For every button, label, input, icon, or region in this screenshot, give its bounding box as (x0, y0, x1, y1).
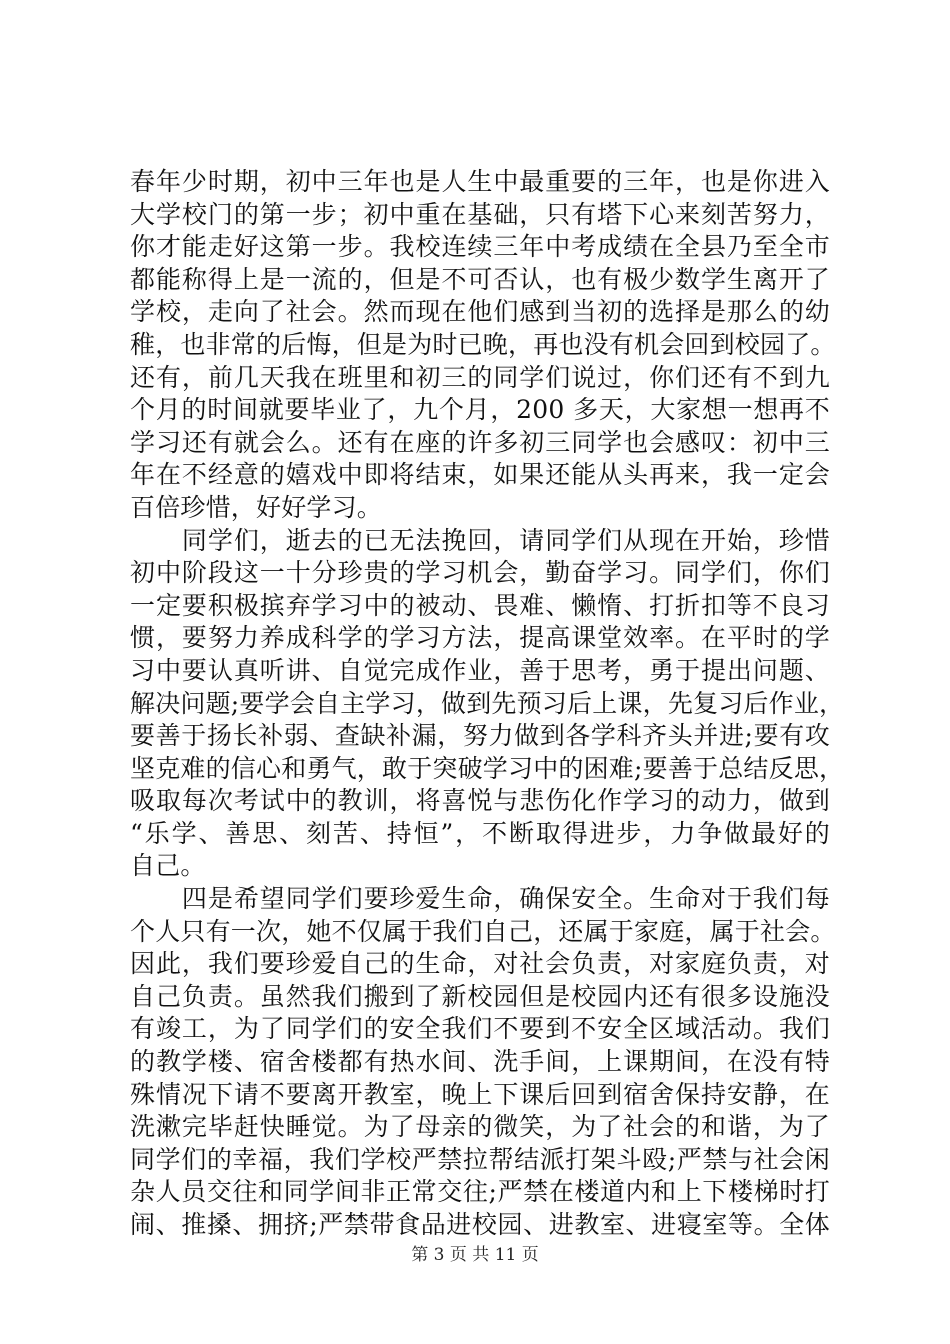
text-line: 春年少时期，初中三年也是人生中最重要的三年，也是你进入 (130, 167, 830, 196)
text-line: 四是希望同学们要珍爱生命，确保安全。生命对于我们每 (130, 884, 830, 914)
text-line: “乐学、善思、刻苦、持恒”，不断取得进步，力争做最好的 (130, 818, 830, 848)
page-footer: 第 3 页 共 11 页 (411, 1245, 539, 1265)
text-line: 吸取每次考试中的教训，将喜悦与悲伤化作学习的动力，做到 (130, 786, 830, 816)
text-line: 同学们，逝去的已无法挽回，请同学们从现在开始，珍惜 (130, 525, 830, 555)
text-line: 稚，也非常的后悔，但是为时已晚，再也没有机会回到校园了。 (130, 329, 836, 359)
text-line: 杂人员交往和同学间非正常交往;严禁在楼道内和上下楼梯时打 (130, 1177, 830, 1207)
text-line: 年在不经意的嬉戏中即将结束，如果还能从头再来，我一定会 (130, 460, 830, 490)
text-line: 因此，我们要珍爱自己的生命，对社会负责，对家庭负责，对 (130, 949, 830, 979)
text-line: 洗漱完毕赶快睡觉。为了母亲的微笑，为了社会的和谐，为了 (130, 1112, 830, 1142)
text-line: 同学们的幸福，我们学校严禁拉帮结派打架斗殴;严禁与社会闲 (130, 1144, 830, 1174)
body-text (130, 166, 845, 1242)
text-line: 都能称得上是一流的，但是不可否认，也有极少数学生离开了 (130, 264, 830, 294)
text-line: 坚克难的信心和勇气，敢于突破学习中的困难;要善于总结反思， (130, 753, 845, 783)
text-line: 你才能走好这第一步。我校连续三年中考成绩在全县乃至全市 (130, 232, 830, 262)
text-line: 要善于扬长补弱、查缺补漏，努力做到各学科齐头并进;要有攻 (130, 721, 830, 751)
text-line: 自己负责。虽然我们搬到了新校园但是校园内还有很多设施没 (130, 981, 830, 1011)
text-line: 自己。 (130, 851, 206, 881)
text-line: 大学校门的第一步；初中重在基础，只有塔下心来刻苦努力， (130, 199, 830, 229)
text-line: 有竣工，为了同学们的安全我们不要到不安全区域活动。我们 (130, 1014, 830, 1044)
text-line: 学习还有就会么。还有在座的许多初三同学也会感叹：初中三 (130, 427, 830, 457)
text-line: 解决问题;要学会自主学习，做到先预习后上课，先复习后作业， (130, 688, 845, 718)
text-line: 的教学楼、宿舍楼都有热水间、洗手间，上课期间，在没有特 (130, 1047, 830, 1077)
text-line: 殊情况下请不要离开教室，晚上下课后回到宿舍保持安静，在 (130, 1079, 830, 1109)
text-line: 学校，走向了社会。然而现在他们感到当初的选择是那么的幼 (130, 297, 830, 327)
text-line: 百倍珍惜，好好学习。 (130, 492, 383, 522)
text-line: 初中阶段这一十分珍贵的学习机会，勤奋学习。同学们，你们 (130, 558, 830, 588)
text-line: 闹、推搡、拥挤;严禁带食品进校园、进教室、进寝室等。全体 (130, 1210, 830, 1239)
text-line: 一定要积极摈弃学习中的被动、畏难、懒惰、打折扣等不良习 (130, 590, 830, 620)
text-line: 惯，要努力养成科学的学习方法，提高课堂效率。在平时的学 (130, 623, 830, 653)
text-line: 个月的时间就要毕业了，九个月，200 多天，大家想一想再不 (130, 395, 830, 425)
text-line: 还有，前几天我在班里和初三的同学们说过，你们还有不到九 (130, 362, 830, 392)
text-line: 习中要认真听讲、自觉完成作业，善于思考，勇于提出问题、 (130, 655, 830, 685)
text-line: 个人只有一次，她不仅属于我们自己，还属于家庭，属于社会。 (130, 916, 836, 946)
